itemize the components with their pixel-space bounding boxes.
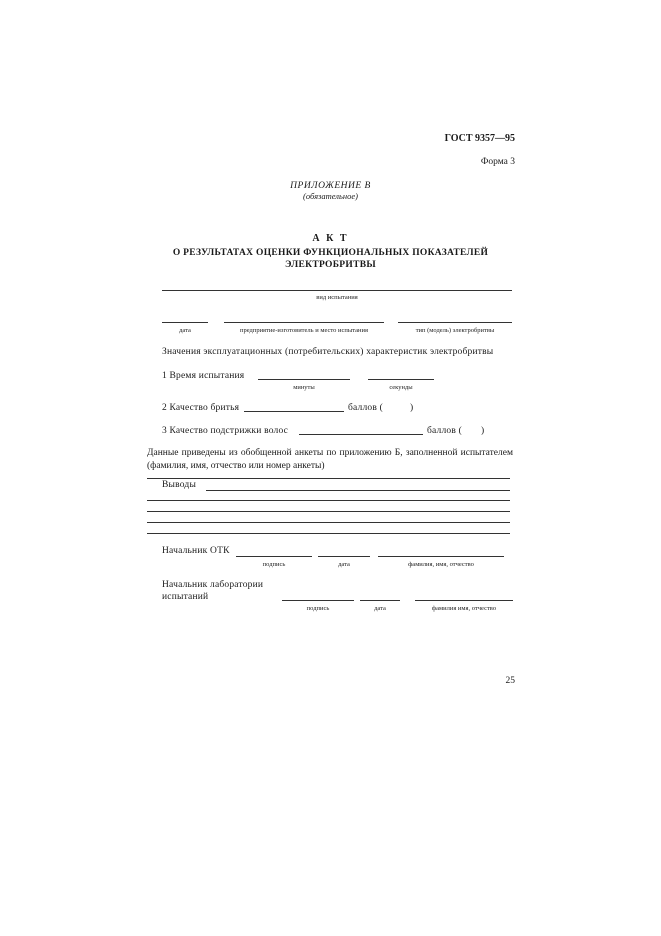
trimming-score-field[interactable] bbox=[299, 434, 423, 435]
otk-name-field[interactable] bbox=[378, 556, 504, 557]
otk-signature-field[interactable] bbox=[236, 556, 312, 557]
appendix-title: ПРИЛОЖЕНИЕ В bbox=[290, 181, 371, 191]
otk-signature-caption: подпись bbox=[262, 561, 286, 568]
conclusions-line-5[interactable] bbox=[147, 533, 510, 534]
conclusions-line-1[interactable] bbox=[206, 490, 510, 491]
lab-date-caption: дата bbox=[374, 605, 386, 612]
lab-name-caption: фамилия имя, отчество bbox=[431, 605, 497, 612]
shaving-paren-close: ) bbox=[410, 403, 414, 413]
conclusions-line-3[interactable] bbox=[147, 511, 510, 512]
trimming-points-label: баллов ( bbox=[427, 426, 462, 436]
appendix-subtitle: (обязательное) bbox=[303, 191, 358, 201]
otk-name-caption: фамилия, имя, отчество bbox=[408, 561, 474, 568]
act-heading: А К Т bbox=[312, 233, 349, 244]
seconds-field[interactable] bbox=[368, 379, 434, 380]
lab-signature-field[interactable] bbox=[282, 600, 354, 601]
act-title-line-2: ЭЛЕКТРОБРИТВЫ bbox=[285, 260, 376, 270]
item-test-time: 1 Время испытания bbox=[162, 371, 245, 381]
act-title-line-1: О РЕЗУЛЬТАТАХ ОЦЕНКИ ФУНКЦИОНАЛЬНЫХ ПОКАЗАТЕЛЕЙ bbox=[172, 248, 489, 258]
seconds-caption: секунды bbox=[389, 384, 413, 391]
lab-head-label: Начальник лаборатории bbox=[162, 580, 264, 590]
otk-date-field[interactable] bbox=[318, 556, 370, 557]
page-number: 25 bbox=[505, 676, 515, 686]
date-field[interactable] bbox=[162, 322, 208, 323]
manufacturer-caption: предприятие-изготовитель и место испытания bbox=[240, 327, 368, 334]
item-shaving-quality: 2 Качество бритья bbox=[162, 403, 240, 413]
test-type-caption: вид испытания bbox=[316, 294, 358, 301]
item-trimming-quality: 3 Качество подстрижки волос bbox=[162, 426, 289, 436]
survey-data-text: Данные приведены из обобщенной анкеты по приложению Б, заполненной испытателем (фамилия, имя, отчество или номер анкеты) bbox=[147, 448, 513, 471]
conclusions-label: Выводы bbox=[162, 480, 197, 490]
form-number: Форма 3 bbox=[480, 157, 515, 167]
shaving-points-label: баллов ( bbox=[348, 403, 383, 413]
otk-date-caption: дата bbox=[338, 561, 350, 568]
test-type-field[interactable] bbox=[162, 290, 512, 291]
lab-head-label-2: испытаний bbox=[162, 592, 209, 602]
lab-date-field[interactable] bbox=[360, 600, 400, 601]
conclusions-line-4[interactable] bbox=[147, 522, 510, 523]
trimming-paren-close: ) bbox=[481, 426, 485, 436]
conclusions-line-2[interactable] bbox=[147, 500, 510, 501]
otk-head-label: Начальник ОТК bbox=[162, 546, 230, 556]
minutes-field[interactable] bbox=[258, 379, 350, 380]
minutes-caption: минуты bbox=[293, 384, 315, 391]
date-caption: дата bbox=[179, 327, 191, 334]
respondent-field[interactable] bbox=[147, 478, 510, 479]
manufacturer-field[interactable] bbox=[224, 322, 384, 323]
values-heading: Значения эксплуатационных (потребительских) характеристик электробритвы bbox=[162, 347, 494, 357]
model-caption: тип (модель) электробритвы bbox=[415, 327, 495, 334]
shaving-score-field[interactable] bbox=[244, 411, 344, 412]
model-field[interactable] bbox=[398, 322, 512, 323]
standard-number: ГОСТ 9357—95 bbox=[444, 133, 515, 144]
lab-name-field[interactable] bbox=[415, 600, 513, 601]
lab-signature-caption: подпись bbox=[306, 605, 330, 612]
